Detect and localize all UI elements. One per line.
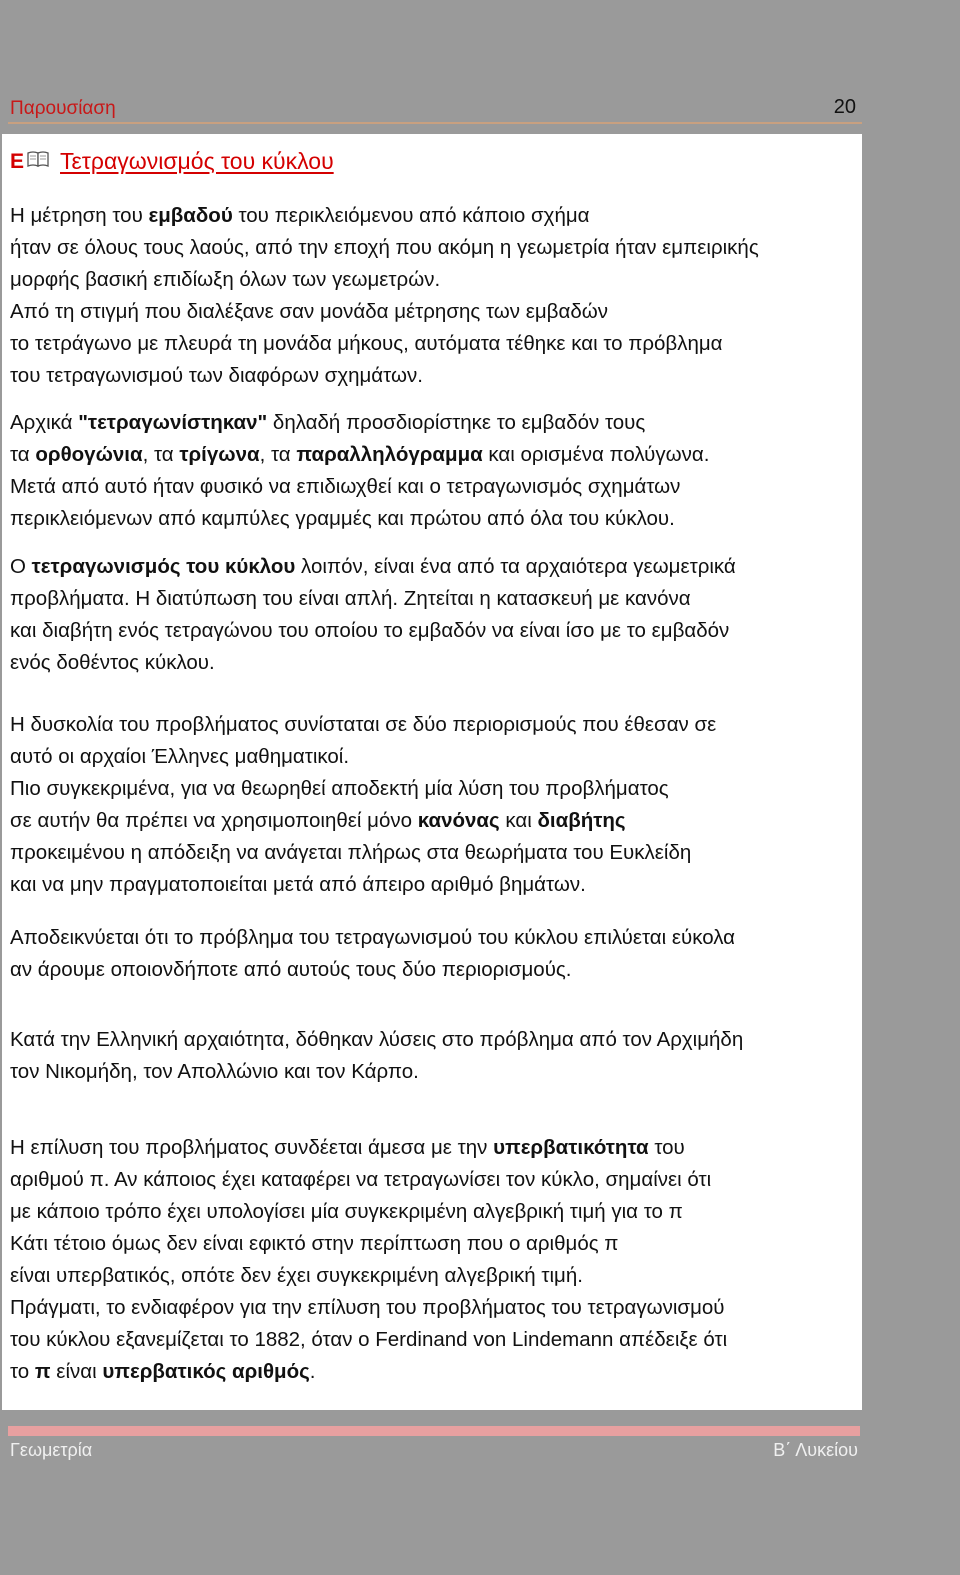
bold-text: π xyxy=(34,1360,51,1383)
bold-text: εμβαδού xyxy=(148,204,233,227)
bold-text: ορθογώνια xyxy=(35,443,143,466)
bold-text: κανόνας xyxy=(417,809,500,832)
text-segment: και xyxy=(499,809,538,832)
text-segment: του αριθμού π. Αν κάποιος έχει καταφέρει να τετραγωνίσει τον κύκλο, σημαίνει ότι με κάποιο τρόπο έχει υπολογίσει μία συγκεκριμένη αλγεβρική τιμή για το π Κάτι τέτοιο όμως δεν είναι εφικτό στην περίπτωση που ο αριθμός π είναι υπερβατικός, οπότε δεν έχει συγκεκριμένη αλγεβρική τιμή. Πράγματι, το ενδιαφέρον για την επίλυση του προβλήματος του τετραγωνισμού του κύκλου εξανεμίζεται το 1882, όταν ο Ferdinand von Lindemann απέδειξε ότι το xyxy=(10,1136,728,1383)
paragraph xyxy=(10,922,858,986)
footer-grade: Β΄ Λυκείου xyxy=(773,1440,858,1460)
text-segment: του περικλειόμενου από κάποιο σχήμα ήταν σε όλους τους λαούς, από την εποχή που ακόμη η γεωμετρία ήταν εμπειρικής μορφής βασική επιδίωξη όλων των γεωμετρών. Από τη στιγμή που διαλέξανε σαν μονάδα μέτρησης των εμβαδών το τετράγωνο με πλευρά τη μονάδα μήκους, αυτόματα τέθηκε και το πρόβλημα του τετραγωνισμού των διαφόρων σχημάτων. xyxy=(10,204,759,387)
page-header xyxy=(2,84,862,124)
text-segment: είναι xyxy=(50,1360,103,1383)
content-area xyxy=(2,134,862,1410)
header-divider xyxy=(8,122,862,124)
text-segment: προκειμένου η απόδειξη να ανάγεται πλήρως στα θεωρήματα του Ευκλείδη και να μην πραγματοποιείται μετά από άπειρο αριθμό βημάτων. xyxy=(10,841,692,896)
page-number: 20 xyxy=(833,96,856,118)
bold-text: διαβήτης xyxy=(537,809,626,832)
bold-text: τρίγωνα xyxy=(179,443,260,466)
e-letter-icon: E xyxy=(10,149,25,173)
section-label: Παρουσίαση xyxy=(10,98,116,119)
text-segment: . xyxy=(309,1360,316,1383)
text-segment: Η δυσκολία του προβλήματος συνίσταται σε δύο περιορισμούς που έθεσαν σε αυτό οι αρχαίοι Έλληνες μαθηματικοί. Πιο συγκεκριμένα, για να θεωρηθεί αποδεκτή μία λύση του προβλήματος σε αυτήν θα πρέπει να χρησιμοποιηθεί μόνο xyxy=(10,713,717,832)
title-row xyxy=(10,146,334,176)
text-segment: Η επίλυση του προβλήματος συνδέεται άμεσα με την xyxy=(10,1136,494,1159)
bold-text: "τετραγωνίστηκαν" xyxy=(78,411,268,434)
paragraph xyxy=(10,709,858,901)
bold-text: παραλληλόγραμμα xyxy=(296,443,483,466)
page-title: Τετραγωνισμός του κύκλου xyxy=(60,147,334,174)
book-icon xyxy=(26,149,50,174)
bold-text: υπερβατικότητα xyxy=(493,1136,649,1159)
paragraph xyxy=(10,1132,858,1388)
text-segment: Κατά την Ελληνική αρχαιότητα, δόθηκαν λύσεις στο πρόβλημα από τον Αρχιμήδη τον Νικομήδη, τον Απολλώνιο και τον Κάρπο. xyxy=(10,1028,744,1083)
text-segment: Ο xyxy=(10,555,32,578)
text-segment: Η μέτρηση του xyxy=(10,204,149,227)
text-segment: δηλαδή προσδιορίστηκε το εμβαδόν τους τα xyxy=(10,411,646,466)
text-segment: λοιπόν, είναι ένα από τα αρχαιότερα γεωμετρικά προβλήματα. Η διατύπωση του είναι απλή. Ζητείται η κατασκευή με κανόνα και διαβήτη ενός τετραγώνου του οποίου το εμβαδόν να είναι ίσο με το εμβαδόν ενός δοθέντος κύκλου. xyxy=(10,555,736,674)
text-segment: Αποδεικνύεται ότι το πρόβλημα του τετραγωνισμού του κύκλου επιλύεται εύκολα αν άρουμε οποιονδήποτε από αυτούς τους δύο περιορισμούς. xyxy=(10,926,736,981)
text-segment: Αρχικά xyxy=(10,411,79,434)
footer-band xyxy=(8,1426,860,1436)
paragraph xyxy=(10,551,858,679)
text-segment: , τα xyxy=(142,443,180,466)
paragraph xyxy=(10,1024,858,1088)
paragraph xyxy=(10,407,858,535)
paragraph xyxy=(10,200,858,392)
text-segment: , τα xyxy=(259,443,297,466)
footer-subject: Γεωμετρία xyxy=(10,1440,93,1460)
bold-text: υπερβατικός αριθμός xyxy=(102,1360,310,1383)
text-segment: και ορισμένα πολύγωνα. Μετά από αυτό ήταν φυσικό να επιδιωχθεί και ο τετραγωνισμός σχημάτων περικλειόμενων από καμπύλες γραμμές και πρώτου από όλα του κύκλου. xyxy=(10,443,710,530)
bold-text: τετραγωνισμός του κύκλου xyxy=(31,555,296,578)
